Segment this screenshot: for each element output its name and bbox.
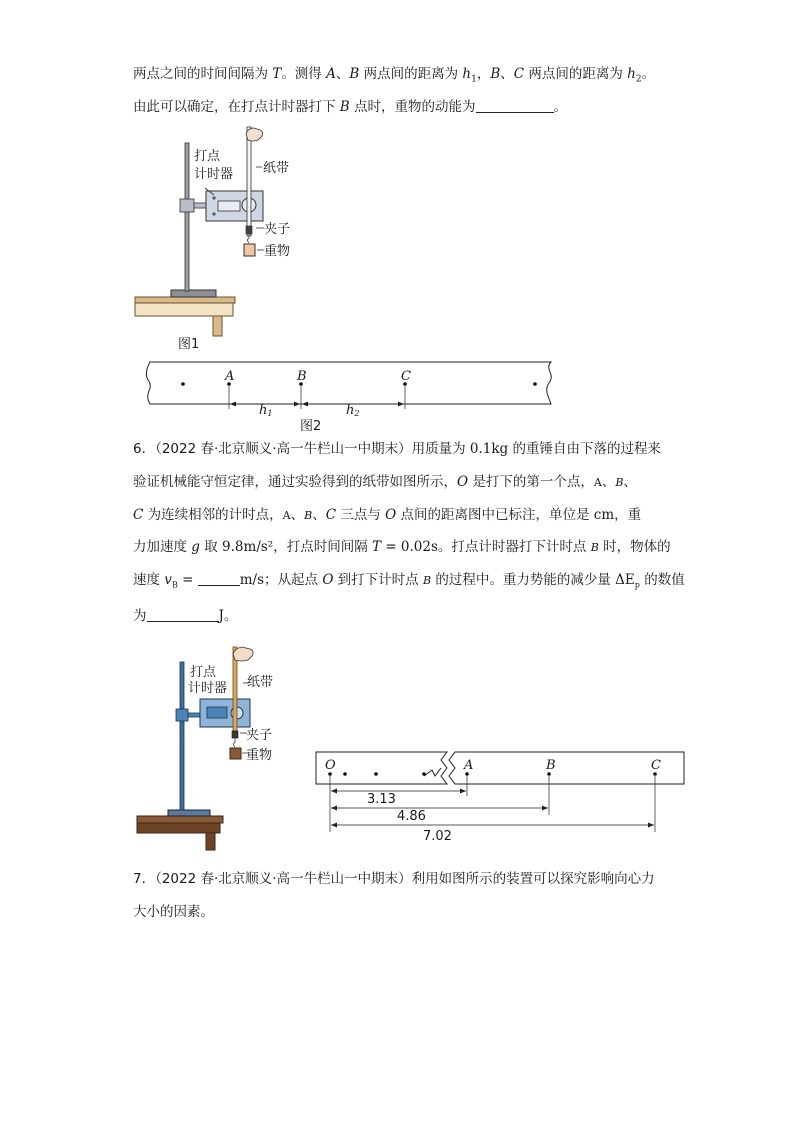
label-clip: 夹子: [264, 222, 291, 237]
point-label-c: C: [651, 758, 661, 773]
dist-ob-label: 4.86: [397, 809, 426, 824]
q6-line-2: 验证机械能守恒定律，通过实验得到的纸带如图所示，O 是打下的第一个点，A、B、: [133, 474, 637, 490]
q7-line-2: 大小的因素。: [133, 904, 214, 920]
point-label-a: A: [464, 758, 474, 773]
h1-label: h1: [259, 403, 273, 418]
dot-2: [374, 772, 378, 776]
point-label-o: O: [325, 758, 336, 773]
label-weight: 重物: [264, 244, 291, 259]
label-tape: 纸带: [247, 675, 274, 690]
tape-right-piece: [449, 752, 684, 784]
q6-line-3: C 为连续相邻的计时点，A、B、C 三点与 O 点间的距离图中已标注，单位是 cm，重: [133, 507, 642, 523]
figure-1-caption: 图1: [178, 337, 200, 352]
q5-line-1: 两点之间的时间间隔为 T。测得 A、B 两点间的距离为 $h_1$，B、C 两点间的距离为 $h_2$。: [133, 66, 656, 85]
h2-label: h2: [346, 403, 360, 418]
label-tape: 纸带: [263, 161, 290, 176]
q6-line-5: 速度 $v_B = m/s$；从起点 O 到打下计时点 B 的过程中。重力势能的减少量 $\Delta E_p$ 的数值: [133, 572, 685, 590]
point-label-a: A: [225, 369, 235, 384]
label-timer-2: 计时器: [194, 167, 234, 182]
label-timer-2: 计时器: [188, 681, 228, 696]
dist-oc-label: 7.02: [423, 829, 452, 844]
label-weight: 重物: [246, 748, 273, 763]
label-timer-1: 打点: [190, 665, 217, 680]
dot-3: [422, 772, 426, 776]
q7-line-1: 7．（2022 春·北京顺义·高一牛栏山一中期末）利用如图所示的装置可以探究影响向心力: [133, 871, 655, 887]
q6-line-4: 力加速度 g 取 9.8m/s²，打点时间间隔 T = 0.02s。打点计时器打下计时点 B 时，物体的: [133, 539, 671, 555]
q6-line-6: 为 J。: [133, 608, 238, 624]
dist-oa-label: 3.13: [367, 792, 396, 807]
point-label-b: B: [297, 369, 307, 384]
figure-2-caption: 图2: [300, 419, 322, 434]
dot-1: [343, 772, 347, 776]
point-label-c: C: [401, 369, 411, 384]
point-label-b: B: [546, 758, 556, 773]
q5-line-2: 由此可以确定，在打点计时器打下 B 点时，重物的动能为 。: [133, 99, 568, 115]
label-clip: 夹子: [246, 728, 273, 743]
q6-line-1: 6．（2022 春·北京顺义·高一牛栏山一中期末）用质量为 0.1kg 的重锤自由下落的过程来: [133, 441, 661, 457]
label-timer-1: 打点: [194, 149, 221, 164]
